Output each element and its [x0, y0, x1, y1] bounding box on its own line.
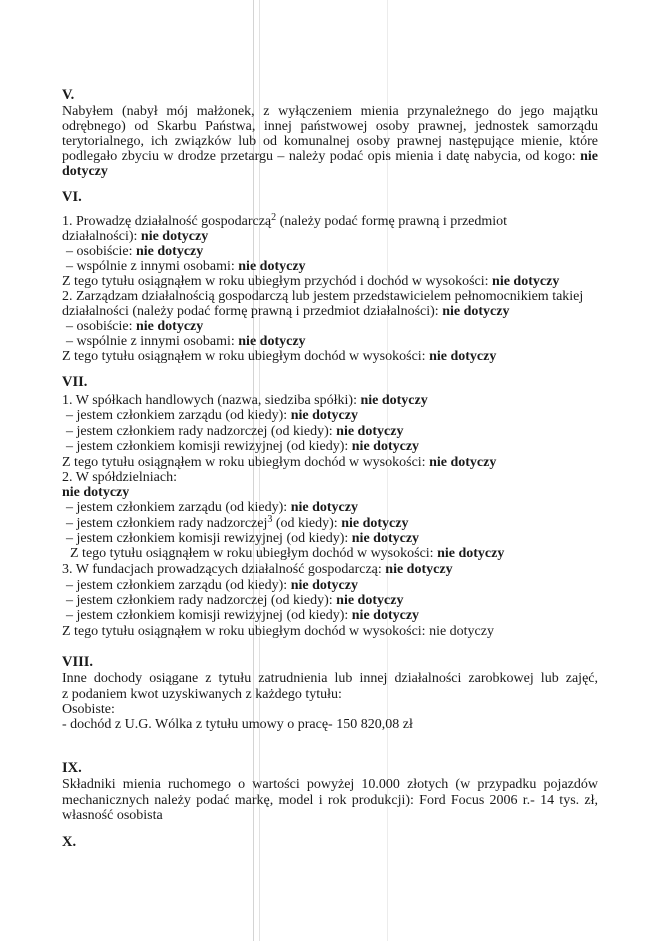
line-text: Z tego tytułu osiągnąłem w roku ubiegłym przychód i dochód w wysokości:: [62, 274, 493, 289]
line-text: – jestem członkiem komisji rewizyjnej (od kiedy):: [66, 531, 352, 546]
line-text: Z tego tytułu osiągnąłem w roku ubiegłym dochód w wysokości:: [62, 455, 430, 470]
answer-value: nie dotyczy: [238, 334, 306, 349]
answer-value: nie dotyczy: [336, 593, 404, 608]
line-text: – osobiście:: [66, 244, 136, 259]
line-text: Z tego tytułu osiągnąłem w roku ubiegłym dochód w wysokości: nie dotyczy: [62, 624, 494, 639]
answer-value: nie dotyczy: [136, 319, 204, 334]
line-text: 3. W fundacjach prowadzących działalność gospodarczą:: [62, 562, 386, 577]
line-text: Inne dochody osiągane z tytułu zatrudnienia lub innej działalności zarobkowej lub zajęć,: [62, 671, 598, 686]
line-text: Z tego tytułu osiągnąłem w roku ubiegłym dochód w wysokości:: [62, 349, 430, 364]
text-line: [62, 793, 598, 808]
answer-value: nie: [580, 149, 598, 164]
section-heading: VI.: [62, 189, 82, 205]
text-line: [66, 319, 203, 334]
answer-value: nie dotyczy: [290, 500, 358, 515]
line-text: działalności):: [62, 229, 141, 244]
text-line: [66, 334, 306, 349]
text-line: [66, 439, 419, 454]
answer-value: nie dotyczy: [442, 304, 510, 319]
text-line: [62, 304, 509, 319]
text-line: [66, 259, 306, 274]
answer-value: nie dotyczy: [238, 259, 306, 274]
line-text: 1. Prowadzę działalność gospodarczą: [62, 214, 272, 229]
section-heading: VII.: [62, 374, 88, 390]
answer-value: nie dotyczy: [429, 349, 497, 364]
text-line: [62, 485, 129, 500]
line-text: 2. Zarządzam działalnością gospodarczą lub jestem przedstawicielem pełnomocnikiem takiej: [62, 289, 584, 304]
text-line: [62, 717, 413, 732]
text-line: [62, 562, 453, 577]
line-text: – jestem członkiem komisji rewizyjnej (od kiedy):: [66, 608, 352, 623]
text-line: [62, 289, 583, 304]
line-text: odrębnego) od Skarbu Państwa, innej państwowej osoby prawnej, jednostek samorządu: [62, 119, 598, 134]
line-text: 1. W spółkach handlowych (nazwa, siedziba spółki):: [62, 393, 361, 408]
text-line: [66, 244, 203, 259]
answer-value: nie dotyczy: [290, 578, 358, 593]
line-text: – jestem członkiem zarządu (od kiedy):: [66, 578, 291, 593]
text-line: [66, 408, 358, 423]
text-line: [66, 531, 419, 546]
text-line: [62, 214, 507, 229]
section-heading: X.: [62, 834, 77, 850]
answer-value: nie dotyczy: [341, 516, 409, 531]
answer-value: nie dotyczy: [385, 562, 453, 577]
text-line: [66, 578, 358, 593]
text-line: [66, 593, 403, 608]
line-text: – jestem członkiem zarządu (od kiedy):: [66, 500, 291, 515]
text-line: [62, 349, 496, 364]
footnote-ref: 3: [267, 514, 273, 525]
text-line: [62, 229, 208, 244]
text-line: [62, 104, 598, 119]
line-text: (od kiedy):: [272, 516, 342, 531]
text-line: [66, 424, 403, 439]
line-text: – osobiście:: [66, 319, 136, 334]
line-text: – wspólnie z innymi osobami:: [66, 334, 239, 349]
answer-value: nie dotyczy: [336, 424, 404, 439]
line-text: - dochód z U.G. Wólka z tytułu umowy o pracę- 150 820,08 zł: [62, 717, 413, 732]
line-text: – jestem członkiem komisji rewizyjnej (od kiedy):: [66, 439, 352, 454]
line-text: – wspólnie z innymi osobami:: [66, 259, 239, 274]
text-line: [62, 149, 598, 164]
text-line: [66, 608, 419, 623]
answer-value: nie dotyczy: [429, 455, 497, 470]
line-text: z podaniem kwot uzyskiwanych z każdego tytułu:: [62, 687, 342, 702]
text-line: [62, 119, 598, 134]
text-line: [62, 393, 428, 408]
text-line: [62, 777, 598, 792]
text-line: [62, 455, 496, 470]
text-line: [62, 274, 559, 289]
answer-value: nie dotyczy: [290, 408, 358, 423]
line-text: terytorialnego, ich związków lub od komunalnej osoby prawnej następujące mienie, które: [62, 134, 598, 149]
text-line: [62, 702, 115, 717]
answer-value: nie dotyczy: [351, 531, 420, 546]
line-text: 2. W spółdzielniach:: [62, 470, 177, 485]
section-heading: IX.: [62, 760, 82, 776]
answer-value: nie dotyczy: [140, 229, 209, 244]
answer-value: nie dotyczy: [492, 274, 560, 289]
text-line: [62, 687, 342, 702]
answer-value: nie dotyczy: [437, 546, 505, 561]
text-line: [66, 500, 358, 515]
text-line: [62, 134, 598, 149]
answer-value: nie dotyczy: [351, 439, 420, 454]
answer-value: nie dotyczy: [351, 608, 420, 623]
text-line: [62, 164, 108, 179]
line-text: działalności (należy podać formę prawną i przedmiot działalności):: [62, 304, 443, 319]
text-line: [62, 671, 598, 686]
line-text: Składniki mienia ruchomego o wartości powyżej 10.000 złotych (w przypadku pojazdów: [62, 777, 598, 792]
line-text: podlegało zbyciu w drodze przetargu – należy podać opis mienia i datę nabycia, od kogo:: [62, 149, 576, 164]
line-text: własność osobista: [62, 808, 163, 823]
section-heading: VIII.: [62, 654, 94, 670]
text-line: [62, 470, 177, 485]
answer-value: nie dotyczy: [136, 244, 204, 259]
answer-value: dotyczy: [62, 164, 108, 179]
footnote-ref: 2: [271, 212, 277, 223]
answer-value: nie dotyczy: [360, 393, 428, 408]
line-text: Nabyłem (nabył mój małżonek, z wyłączeniem mienia przynależnego do jego majątku: [62, 104, 598, 119]
section-heading: V.: [62, 87, 75, 103]
line-text: – jestem członkiem zarządu (od kiedy):: [66, 408, 291, 423]
line-text: Osobiste:: [62, 702, 115, 717]
line-text: – jestem członkiem rady nadzorczej (od kiedy):: [66, 593, 337, 608]
text-line: [62, 808, 163, 823]
line-text: (należy podać formę prawną i przedmiot: [276, 214, 508, 229]
text-line: [70, 546, 504, 561]
line-text: mechanicznych należy podać markę, model i rok produkcji): Ford Focus 2006 r.- 14 tys. zł,: [62, 793, 598, 808]
answer-value: nie dotyczy: [62, 485, 130, 500]
line-text: – jestem członkiem rady nadzorczej: [66, 516, 268, 531]
text-line: [66, 516, 408, 531]
line-text: Z tego tytułu osiągnąłem w roku ubiegłym dochód w wysokości:: [70, 546, 438, 561]
line-text: – jestem członkiem rady nadzorczej (od kiedy):: [66, 424, 337, 439]
text-line: [62, 624, 494, 639]
